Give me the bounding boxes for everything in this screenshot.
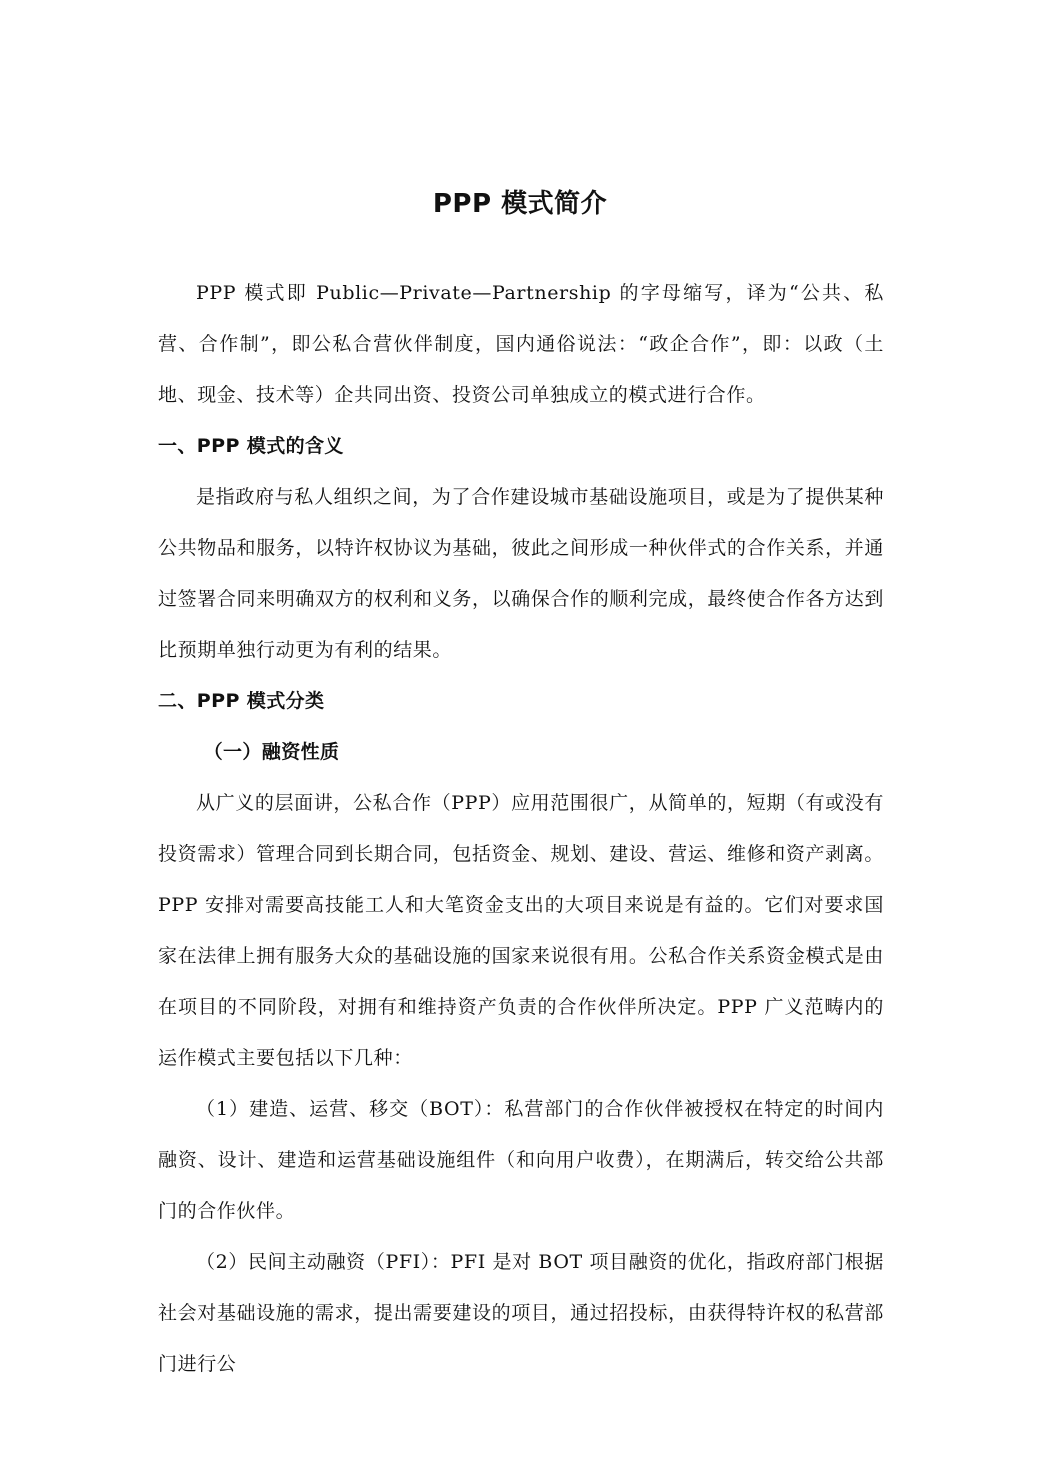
list-item-pfi: （2）民间主动融资（PFI）：PFI 是对 BOT 项目融资的优化，指政府部门根据社会对基础设施的需求，提出需要建设的项目，通过招投标，由获得特许权的私营部门进行公 bbox=[158, 1251, 884, 1375]
document-title: PPP 模式简介 bbox=[432, 189, 608, 219]
list-item-bot: （1）建造、运营、移交（BOT）：私营部门的合作伙伴被授权在特定的时间内融资、设计、建造和运营基础设施组件（和向用户收费），在期满后，转交给公共部门的合作伙伴。 bbox=[158, 1098, 884, 1222]
subsection-1-heading: （一）融资性质 bbox=[203, 741, 340, 763]
document-body bbox=[158, 268, 884, 1390]
subsection-1-paragraph: 从广义的层面讲，公私合作（PPP）应用范围很广，从简单的，短期（有或没有投资需求）管理合同到长期合同，包括资金、规划、建设、营运、维修和资产剥离。PPP 安排对需要高技能工人和大笔资金支出的大项目来说是有益的。它们对要求国家在法律上拥有服务大众的基础设施的国家来说很有用。公私合作关系资金模式是由在项目的不同阶段，对拥有和维持资产负责的合作伙伴所决定。PPP 广义范畴内的运作模式主要包括以下几种： bbox=[158, 792, 884, 1069]
intro-paragraph: PPP 模式即 Public—Private—Partnership 的字母缩写，译为“公共、私营、合作制”，即公私合营伙伴制度，国内通俗说法：“政企合作”，即：以政（土地、现金、技术等）企共同出资、投资公司单独成立的模式进行合作。 bbox=[158, 282, 884, 406]
section-1-paragraph: 是指政府与私人组织之间，为了合作建设城市基础设施项目，或是为了提供某种公共物品和服务，以特许权协议为基础，彼此之间形成一种伙伴式的合作关系，并通过签署合同来明确双方的权利和义务，以确保合作的顺利完成，最终使合作各方达到比预期单独行动更为有利的结果。 bbox=[158, 486, 884, 661]
section-1-heading: 一、PPP 模式的含义 bbox=[158, 435, 344, 457]
section-2-heading: 二、PPP 模式分类 bbox=[158, 690, 325, 712]
